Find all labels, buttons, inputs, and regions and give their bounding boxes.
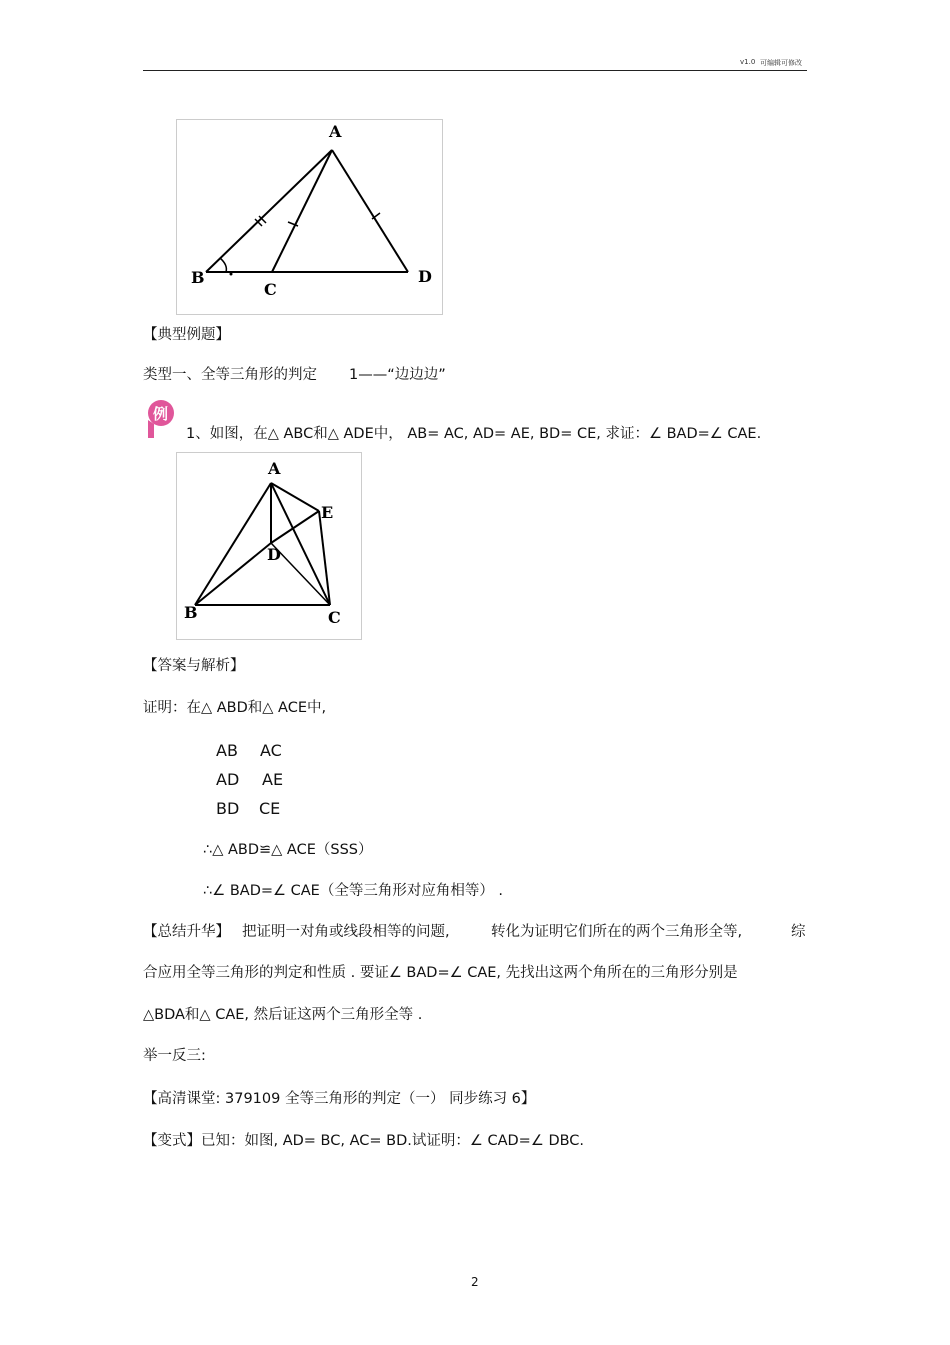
fig2-label-c: C xyxy=(328,608,341,627)
proof-intro: 证明：在△ ABD和△ ACE中, xyxy=(143,700,327,716)
example-text: 1、如图，在△ ABC和△ ADE中， AB= AC, AD= AE, BD= CE, 求证：∠ BAD=∠ CAE. xyxy=(186,426,762,442)
answer-title: 【答案与解析】 xyxy=(143,658,245,674)
header-version: v1.0 xyxy=(740,58,756,66)
pair-left-1: AB xyxy=(216,741,238,760)
summary-line1-c: 综 xyxy=(791,924,806,940)
summary-line2: 合应用全等三角形的判定和性质 . 要证∠ BAD=∠ CAE, 先找出这两个角所在的三角形分别是 xyxy=(143,965,738,981)
pair-right-1: AC xyxy=(260,741,282,760)
fig1-label-b: B xyxy=(191,268,205,287)
type-line-left: 类型一、全等三角形的判定 xyxy=(143,367,317,383)
conclusion-angle: ∴∠ BAD=∠ CAE（全等三角形对应角相等） . xyxy=(203,883,504,899)
example-badge-icon xyxy=(144,400,182,438)
practice-title: 举一反三: xyxy=(143,1048,206,1064)
variant-line: 【变式】已知：如图, AD= BC, AC= BD.试证明：∠ CAD=∠ DBC. xyxy=(143,1133,585,1149)
page-number: 2 xyxy=(471,1275,479,1289)
summary-line1-b: 转化为证明它们所在的两个三角形全等, xyxy=(491,924,743,940)
fig1-label-c: C xyxy=(264,280,277,299)
fig2-label-e: E xyxy=(321,503,334,522)
pair-left-2: AD xyxy=(216,770,240,789)
conclusion-congruent: ∴△ ABD≌△ ACE（SSS） xyxy=(203,842,373,858)
summary-line1-a: 把证明一对角或线段相等的问题, xyxy=(242,924,450,940)
summary-title: 【总结升华】 xyxy=(143,924,230,940)
fig2-label-d: D xyxy=(267,545,281,564)
pair-left-3: BD xyxy=(216,799,240,818)
pair-right-3: CE xyxy=(259,799,281,818)
figure-triangle-abcd xyxy=(176,119,443,315)
svg-text:例: 例 xyxy=(153,405,169,423)
pair-right-2: AE xyxy=(262,770,284,789)
fig1-label-d: D xyxy=(418,267,432,286)
fig2-label-b: B xyxy=(184,603,198,622)
figure-triangle-abcde xyxy=(176,452,362,640)
header-rule xyxy=(143,70,807,71)
header-note: 可编辑可修改 xyxy=(760,59,802,67)
type-line-right: 1——“边边边” xyxy=(349,367,446,383)
fig1-label-a: A xyxy=(329,122,342,141)
fig2-label-a: A xyxy=(268,459,281,478)
section-title: 【典型例题】 xyxy=(143,327,230,343)
summary-line3: △BDA和△ CAE, 然后证这两个三角形全等 . xyxy=(143,1007,423,1023)
course-line: 【高清课堂: 379109 全等三角形的判定（一） 同步练习 6】 xyxy=(143,1091,536,1107)
